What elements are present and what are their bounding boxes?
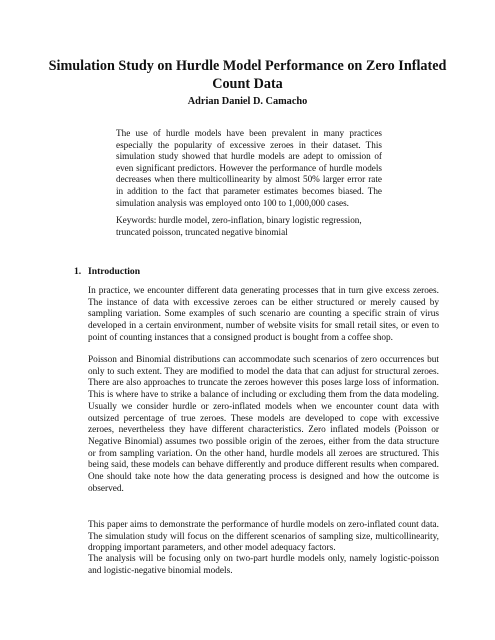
paper-title: Simulation Study on Hurdle Model Performance on Zero Inflated Count Data	[48, 58, 447, 92]
author-name: Adrian Daniel D. Camacho	[187, 96, 308, 107]
abstract: The use of hurdle models have been prevalent in many practices especially the popularity of excessive zeroes in their dataset. This simulation study showed that hurdle models are adept to omission of even significant predictors. However the performance of hurdle models decreases when there multicollinearity by almost 50% larger error rate in addition to the fact that parameter estimates becomes biased. The simulation analysis was employed onto 100 to 1,000,000 cases.	[116, 128, 382, 208]
keywords: Keywords: hurdle model, zero-inflation, binary logistic regression, truncated poisson, truncated negative binomial	[116, 215, 362, 237]
body-paragraph: Poisson and Binomial distributions can accommodate such scenarios of zero occurrences but only to such extent. They are modified to model the data that can adjust for structural zeroes. There are also approaches to truncate the zeroes however this poses large loss of information. This is where have to strike a balance of including or excluding them from the data modeling. Usually we consider hurdle or zero-inflated models when we encounter count data with outsized percentage of true zeroes. These models are developed to cope with excessive zeroes, nevertheless they have different characteristics. Zero inflated models (Poisson or Negative Binomial) assumes two possible origin of the zeroes, either from the data structure or from sampling variation. On the other hand, hurdle models all zeroes are structured. This being said, these models can behave differently and produce different results when compared. One should take note how the data generating process is designed and how the outcome is observed.	[88, 355, 439, 494]
body-paragraph: This paper aims to demonstrate the performance of hurdle models on zero-inflated count data. The simulation study will focus on the different scenarios of sampling size, multicollinearity, dropping important parameters, and other model adequacy factors.	[88, 520, 439, 554]
section-title: Introduction	[88, 266, 141, 277]
body-paragraph: The analysis will be focusing only on two-part hurdle models only, namely logistic-poisson and logistic-negative binomial models.	[88, 554, 439, 576]
section-number: 1.	[74, 266, 82, 277]
section-heading-introduction	[74, 266, 140, 278]
body-paragraph: In practice, we encounter different data generating processes that in turn give excess zeroes. The instance of data with excessive zeroes can be either structured or merely caused by sampling variation. Some examples of such scenario are counting a specific strain of virus developed in a certain environment, number of website visits for small retail sites, or even to point of counting instances that a consigned product is bought from a coffee shop.	[88, 286, 439, 343]
